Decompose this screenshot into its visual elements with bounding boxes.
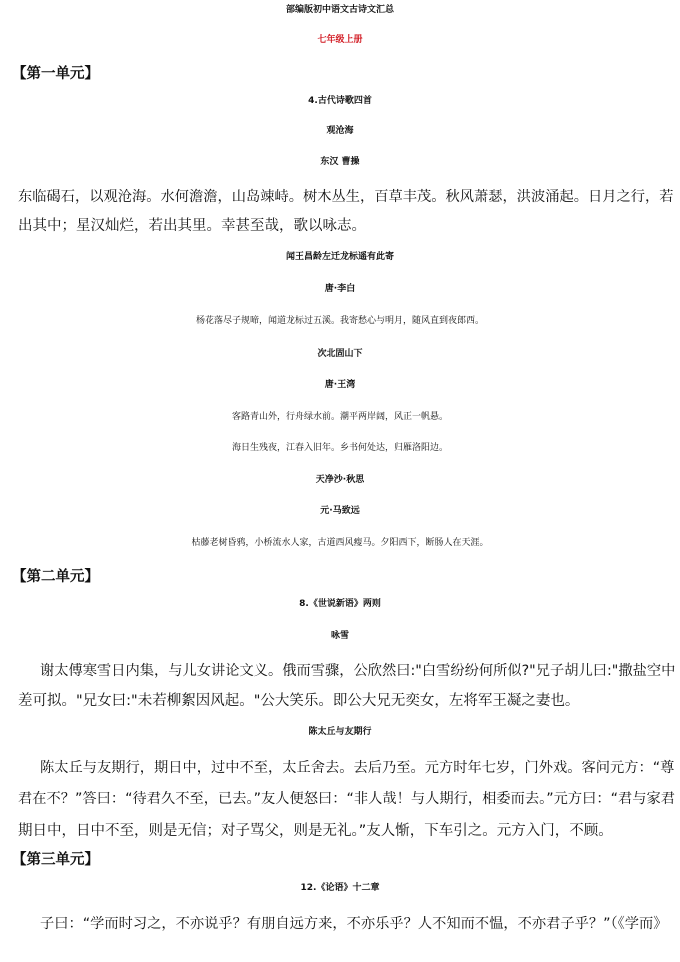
poem-line: 杨花落尽子规啼，闻道龙标过五溪。我寄愁心与明月，随风直到夜郎西。 (195, 316, 484, 326)
poem-line: 客路青山外，行舟绿水前。潮平两岸阔，风正一帆悬。 (231, 412, 448, 422)
grade-heading: 七年级上册 (317, 35, 363, 45)
text-line: 差可拟。"兄女曰:"未若柳絮因风起。"公大笑乐。即公大兄无奕女，左将军王凝之妻也。 (18, 693, 580, 709)
text-line: 子曰：“学而时习之，不亦说乎？有朋自远方来，不亦乐乎？人不知而不愠，不亦君子乎？”（《学而》 (40, 916, 668, 932)
lesson-8-title: 8.《世说新语》两则 (299, 599, 381, 609)
poem-author: 唐·李白 (324, 284, 356, 294)
poem-line: 出其中；星汉灿烂，若出其里。幸甚至哉，歌以咏志。 (18, 218, 366, 234)
text-title: 咏雪 (330, 631, 349, 641)
text-line: 期日中，日中不至，则是无信；对子骂父，则是无礼。”友人惭，下车引之。元方入门，不顾。 (18, 823, 613, 839)
poem-author: 东汉 曹操 (320, 157, 360, 167)
lesson-12-title: 12.《论语》十二章 (300, 883, 380, 893)
poem-line: 东临碣石，以观沧海。水何澹澹，山岛竦峙。树木丛生，百草丰茂。秋风萧瑟，洪波涌起。日月之行，若 (18, 189, 674, 205)
unit-1-heading: 【第一单元】 (12, 66, 99, 82)
poem-title: 天净沙·秋思 (315, 475, 365, 485)
text-title: 陈太丘与友期行 (308, 727, 372, 737)
poem-line: 海日生残夜，江春入旧年。乡书何处达，归雁洛阳边。 (231, 443, 448, 453)
poem-author: 唐·王湾 (324, 380, 356, 390)
text-line: 谢太傅寒雪日内集，与儿女讲论文义。俄而雪骤，公欣然曰:"白雪纷纷何所似?"兄子胡儿曰:"撒盐空中 (40, 663, 676, 679)
unit-3-heading: 【第三单元】 (12, 852, 99, 868)
document-title: 部编版初中语文古诗文汇总 (285, 5, 394, 15)
poem-title: 闻王昌龄左迁龙标遥有此寄 (285, 252, 394, 262)
poem-title: 次北固山下 (317, 349, 363, 359)
poem-title: 观沧海 (326, 126, 354, 136)
text-line: 陈太丘与友期行，期日中，过中不至，太丘舍去。去后乃至。元方时年七岁，门外戏。客问元方：“尊 (40, 760, 675, 776)
unit-2-heading: 【第二单元】 (12, 569, 99, 585)
poem-author: 元·马致远 (320, 506, 360, 516)
text-line: 君在不？”答曰：“待君久不至，已去。”友人便怒曰：“非人哉！与人期行，相委而去。”元方曰：“君与家君 (18, 791, 676, 807)
lesson-4-title: 4.古代诗歌四首 (308, 96, 372, 106)
poem-line: 枯藤老树昏鸦，小桥流水人家，古道西风瘦马。夕阳西下，断肠人在天涯。 (191, 538, 489, 548)
